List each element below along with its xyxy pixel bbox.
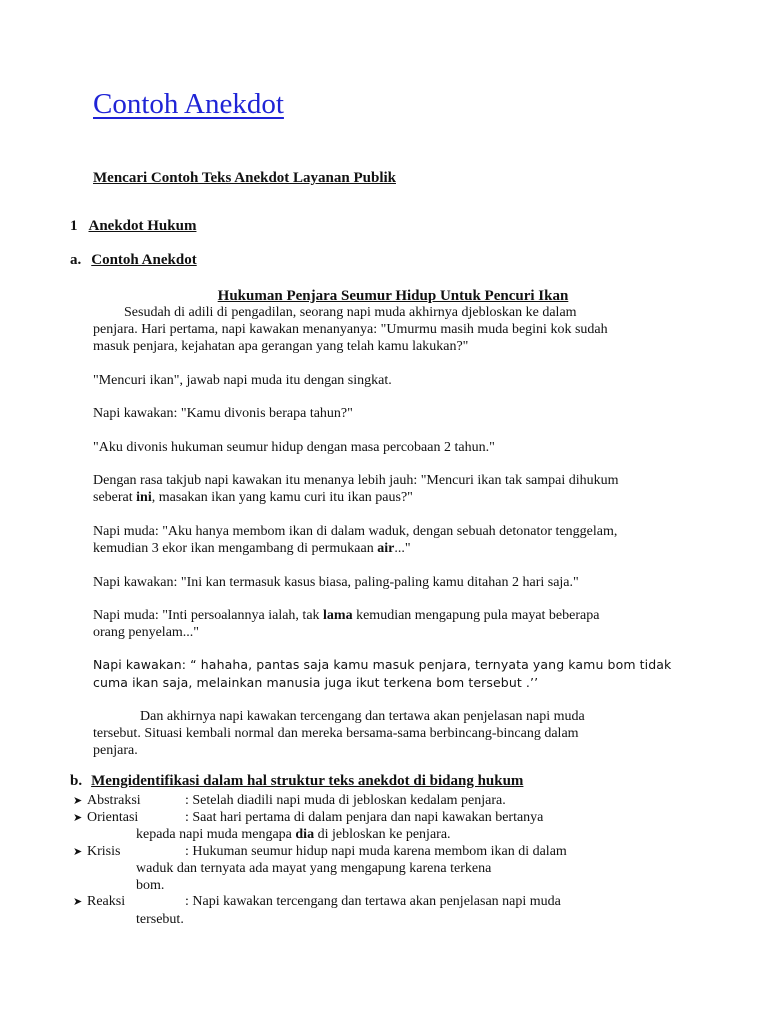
section-b-heading — [70, 773, 523, 790]
section-1-heading — [70, 218, 196, 235]
section-marker: b. — [70, 773, 83, 789]
text-run: seberat — [93, 490, 137, 505]
bold-word: lama — [323, 608, 353, 623]
structure-label: Orientasi — [87, 810, 139, 825]
story-paragraph-1 — [93, 304, 688, 355]
text-run: ..." — [394, 541, 411, 556]
text-line: Napi kawakan: “ hahaha, pantas saja kamu masuk penjara, ternyata yang kamu bom tidak — [93, 657, 672, 672]
arrowhead-bullet-icon: ➤ — [73, 895, 83, 908]
structure-text: : Setelah diadili napi muda di jebloskan kedalam penjara. — [185, 793, 506, 808]
text-line: penjara. Hari pertama, napi kawakan menanyanya: "Umurmu masih muda begini kok sudah — [93, 322, 608, 337]
section-label: Mengidentifikasi dalam hal struktur teks anekdot di bidang hukum — [91, 773, 524, 789]
text-line — [93, 489, 688, 506]
story-paragraph-4: "Aku divonis hukuman seumur hidup dengan masa percobaan 2 tahun." — [93, 440, 495, 455]
text-line: Dengan rasa takjub napi kawakan itu menanya lebih jauh: "Mencuri ikan tak sampai dihukum — [93, 473, 619, 488]
text-line — [93, 607, 688, 624]
bold-word: air — [377, 541, 395, 556]
structure-continuation: bom. — [136, 878, 165, 893]
text-run: di jebloskan ke penjara. — [314, 827, 451, 842]
text-line: masuk penjara, kejahatan apa gerangan yang telah kamu lakukan?" — [93, 339, 469, 354]
text-line: orang penyelam..." — [93, 625, 200, 640]
bold-word: ini — [136, 490, 152, 505]
structure-item-krisis — [73, 843, 567, 860]
story-paragraph-8 — [93, 607, 688, 641]
text-line — [93, 540, 688, 557]
text-line: Napi muda: "Aku hanya membom ikan di dalam waduk, dengan sebuah detonator tenggelam, — [93, 524, 618, 539]
text-run: kemudian mengapung pula mayat beberapa — [352, 608, 600, 623]
page-title[interactable]: Contoh Anekdot — [93, 88, 284, 120]
arrowhead-bullet-icon: ➤ — [73, 794, 83, 807]
structure-label: Krisis — [87, 844, 121, 859]
text-line: penjara. — [93, 743, 138, 758]
section-label: Contoh Anekdot — [91, 252, 197, 268]
text-line: tersebut. Situasi kembali normal dan mereka bersama-sama berbincang-bincang dalam — [93, 726, 579, 741]
section-label: Anekdot Hukum — [88, 218, 197, 234]
story-paragraph-9 — [93, 656, 688, 692]
structure-text: : Saat hari pertama di dalam penjara dan napi kawakan bertanya — [185, 810, 544, 825]
structure-label: Abstraksi — [87, 793, 141, 808]
structure-item-abstraksi — [73, 792, 506, 809]
text-line: Sesudah di adili di pengadilan, seorang napi muda akhirnya djebloskan ke dalam — [124, 305, 577, 320]
structure-continuation: tersebut. — [136, 912, 184, 927]
section-marker: a. — [70, 252, 82, 268]
story-title: Hukuman Penjara Seumur Hidup Untuk Pencuri Ikan — [217, 288, 569, 304]
section-a-heading — [70, 252, 197, 269]
structure-text: : Napi kawakan tercengang dan tertawa akan penjelasan napi muda — [185, 894, 561, 909]
story-paragraph-5 — [93, 472, 688, 506]
text-run: kemudian 3 ekor ikan mengambang di permukaan — [93, 541, 378, 556]
subtitle: Mencari Contoh Teks Anekdot Layanan Publik — [93, 170, 396, 186]
text-line: Dan akhirnya napi kawakan tercengang dan tertawa akan penjelasan napi muda — [140, 709, 585, 724]
arrowhead-bullet-icon: ➤ — [73, 845, 83, 858]
structure-label: Reaksi — [87, 894, 126, 909]
story-paragraph-2: "Mencuri ikan", jawab napi muda itu dengan singkat. — [93, 373, 392, 388]
story-paragraph-6 — [93, 523, 688, 557]
structure-text: : Hukuman seumur hidup napi muda karena membom ikan di dalam — [185, 844, 567, 859]
section-number: 1 — [70, 218, 78, 234]
text-run: kepada napi muda mengapa — [136, 827, 296, 842]
text-run: Napi muda: "Inti persoalannya ialah, tak — [93, 608, 324, 623]
story-paragraph-7: Napi kawakan: "Ini kan termasuk kasus biasa, paling-paling kamu ditahan 2 hari saja." — [93, 575, 579, 590]
structure-item-orientasi — [73, 809, 543, 826]
text-run: , masakan ikan yang kamu curi itu ikan paus?" — [151, 490, 413, 505]
structure-continuation — [136, 826, 451, 843]
story-paragraph-3: Napi kawakan: "Kamu divonis berapa tahun?" — [93, 406, 353, 421]
arrowhead-bullet-icon: ➤ — [73, 811, 83, 824]
structure-item-reaksi — [73, 893, 561, 910]
text-line: cuma ikan saja, melainkan manusia juga ikut terkena bom tersebut .’’ — [93, 675, 539, 690]
story-paragraph-10 — [93, 708, 688, 759]
bold-word: dia — [295, 827, 315, 842]
structure-continuation: waduk dan ternyata ada mayat yang mengapung karena terkena — [136, 861, 492, 876]
